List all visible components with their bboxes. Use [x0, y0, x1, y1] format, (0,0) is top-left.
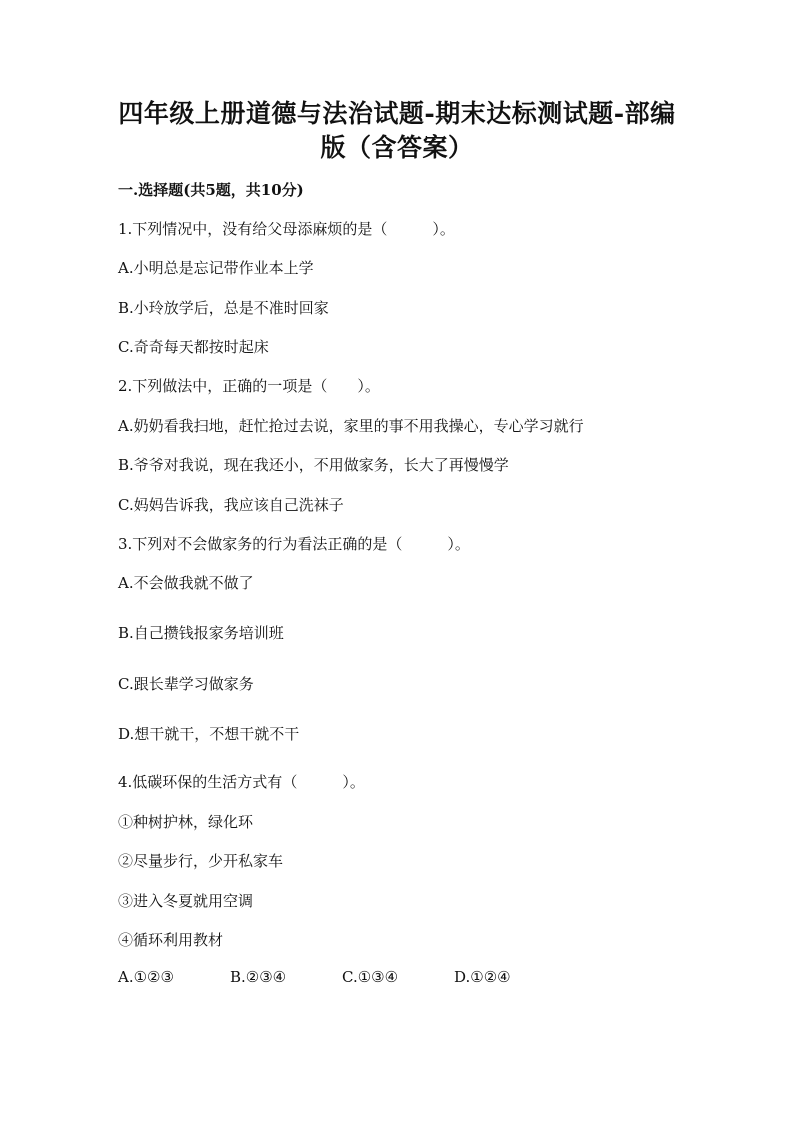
question-4-option-d: D.①②④: [454, 968, 511, 986]
section-heading: 一.选择题(共5题，共10分): [118, 181, 304, 199]
question-2-option-b: B.爷爷对我说，现在我还小，不用做家务，长大了再慢慢学: [118, 456, 509, 474]
question-3-option-d: D.想干就干，不想干就不干: [118, 725, 300, 743]
question-4-option-a: A.①②③: [118, 968, 174, 986]
document-title-line1: 四年级上册道德与法治试题-期末达标测试题-部编: [118, 99, 676, 128]
question-1-option-b: B.小玲放学后，总是不准时回家: [118, 299, 329, 317]
question-3-option-c: C.跟长辈学习做家务: [118, 675, 254, 693]
question-4-option-c: C.①③④: [342, 968, 399, 986]
question-1-stem: 1.下列情况中，没有给父母添麻烦的是（ ）。: [118, 220, 455, 238]
question-3-option-b: B.自己攒钱报家务培训班: [118, 624, 284, 642]
question-1-option-a: A.小明总是忘记带作业本上学: [118, 259, 314, 277]
question-4-item-2: ②尽量步行，少开私家车: [118, 852, 284, 870]
question-3-option-a: A.不会做我就不做了: [118, 574, 254, 592]
question-2-stem: 2.下列做法中，正确的一项是（ ）。: [118, 377, 380, 395]
question-4-item-3: ③进入冬夏就用空调: [118, 892, 254, 910]
question-3-stem: 3.下列对不会做家务的行为看法正确的是（ ）。: [118, 535, 470, 553]
question-2-option-c: C.妈妈告诉我，我应该自己洗袜子: [118, 496, 344, 514]
question-4-item-4: ④循环利用教材: [118, 931, 224, 949]
question-2-option-a: A.奶奶看我扫地，赶忙抢过去说，家里的事不用我操心，专心学习就行: [118, 417, 584, 435]
question-1-option-c: C.奇奇每天都按时起床: [118, 338, 269, 356]
question-4-options: [118, 968, 718, 990]
document-title-line2: 版（含答案）: [320, 133, 474, 162]
question-4-stem: 4.低碳环保的生活方式有（ ）。: [118, 773, 365, 791]
question-4-item-1: ①种树护林，绿化环: [118, 813, 254, 831]
question-4-option-b: B.②③④: [230, 968, 287, 986]
